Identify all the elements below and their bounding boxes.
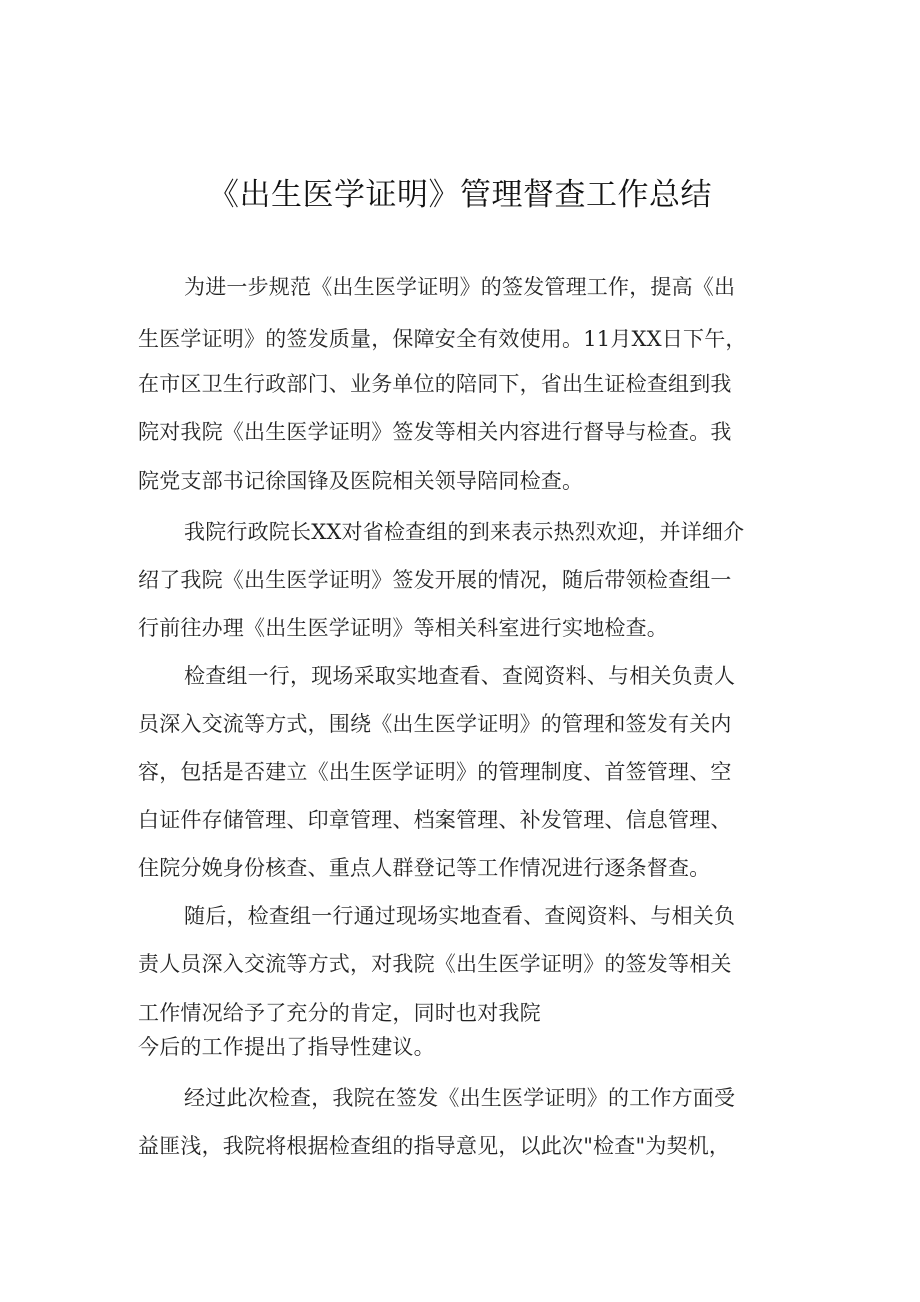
paragraph-1-line-3: 在市区卫生行政部门、业务单位的陪同下，省出生证检查组到我 [138,372,732,396]
paragraph-4-line-1: 随后，检查组一行通过现场实地查看、查阅资料、与相关负 [184,904,736,928]
paragraph-3-line-1: 检查组一行，现场采取实地查看、查阅资料、与相关负责人 [184,664,736,688]
paragraph-1-line-2: 生医学证明》的签发质量，保障安全有效使用。11月XX日下午， [138,327,747,351]
paragraph-4-line-3: 工作情况给予了充分的肯定，同时也对我院 [138,1001,541,1025]
paragraph-5-line-2: 益匪浅，我院将根据检查组的指导意见，以此次"检查"为契机， [138,1134,731,1158]
paragraph-3-line-4: 白证件存储管理、印章管理、档案管理、补发管理、信息管理、 [138,808,732,832]
paragraph-3-line-3: 容，包括是否建立《出生医学证明》的管理制度、首签管理、空 [138,760,732,784]
paragraph-5-line-1: 经过此次检查，我院在签发《出生医学证明》的工作方面受 [184,1086,736,1110]
paragraph-4-line-4: 今后的工作提出了指导性建议。 [138,1035,435,1059]
paragraph-2-line-2: 绍了我院《出生医学证明》签发开展的情况，随后带领检查组一 [138,568,732,592]
paragraph-1-line-1: 为进一步规范《出生医学证明》的签发管理工作，提高《出 [184,275,736,299]
paragraph-3-line-2: 员深入交流等方式，围绕《出生医学证明》的管理和签发有关内 [138,712,732,736]
paragraph-1-line-5: 院党支部书记徐国锋及医院相关领导陪同检查。 [138,469,584,493]
paragraph-1-line-4: 院对我院《出生医学证明》签发等相关内容进行督导与检查。我 [138,420,732,444]
paragraph-2-line-1: 我院行政院长XX对省检查组的到来表示热烈欢迎，并详细介 [184,520,745,544]
paragraph-2-line-3: 行前往办理《出生医学证明》等相关科室进行实地检查。 [138,616,668,640]
paragraph-4-line-2: 责人员深入交流等方式，对我院《出生医学证明》的签发等相关 [138,952,732,976]
paragraph-3-line-5: 住院分娩身份核查、重点人群登记等工作情况进行逐条督查。 [138,856,711,880]
document-title: 《出生医学证明》管理督查工作总结 [208,177,712,213]
